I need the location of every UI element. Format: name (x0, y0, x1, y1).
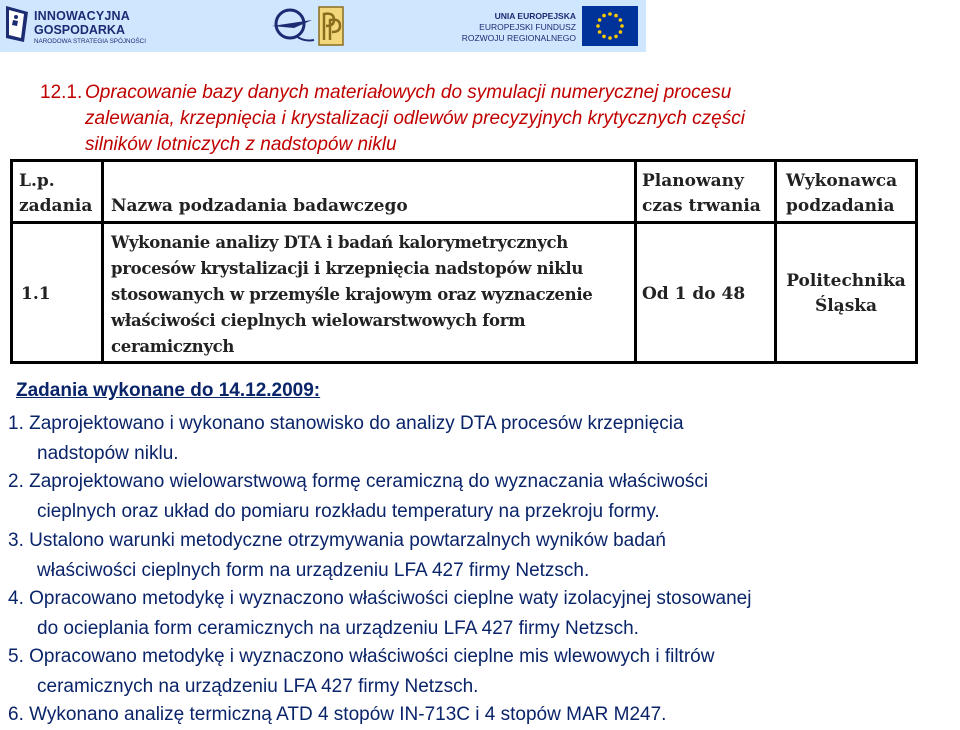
row-exec (786, 269, 906, 319)
flag-logo-icon (4, 4, 30, 44)
eu-fund-label (456, 11, 576, 44)
list-item-line: nadstopów niklu. (37, 442, 179, 464)
title-line-2: zalewania, krzepnięcia i krystalizacji odlewów precyzyjnych krytycznych części (85, 108, 745, 129)
table-divider (13, 221, 915, 224)
row-name-line: ceramicznych (111, 337, 235, 356)
eu-line-2: EUROPEJSKI FUNDUSZ (479, 22, 576, 32)
eu-line-1: UNIA EUROPEJSKA (494, 11, 576, 21)
header-time (642, 169, 761, 219)
list-item-line: do ocieplania form ceramicznych na urządzeniu LFA 427 firmy Netzsch. (37, 617, 639, 639)
row-name (111, 230, 593, 360)
header-lp-line: zadania (19, 196, 93, 216)
header-exec (786, 169, 897, 219)
header-exec-line: podzadania (786, 196, 895, 216)
list-item-line: 3. Ustalono warunki metodyczne otrzymywania powtarzalnych wyników badań (8, 530, 666, 551)
header-lp (19, 169, 92, 219)
list-item-line: 6. Wykonano analizę termiczną ATD 4 stopów IN-713C i 4 stopów MAR M247. (8, 704, 667, 725)
row-lp: 1.1 (21, 284, 51, 304)
list-item-line: właściwości cieplnych form na urządzeniu LFA 427 firmy Netzsch. (37, 559, 590, 581)
list-item (8, 409, 684, 468)
list-item (8, 467, 708, 526)
list-item-line: ceramicznych na urządzeniu LFA 427 firmy Netzsch. (37, 675, 479, 697)
list-item (8, 526, 666, 585)
row-name-line: procesów krystalizacji i krzepnięcia nadstopów niklu (111, 259, 584, 278)
header-time-line: czas trwania (642, 196, 761, 216)
title-line-1: Opracowanie bazy danych materiałowych do symulacji numerycznej procesu (85, 82, 732, 103)
logo-line-2: GOSPODARKA (34, 23, 125, 37)
title-number: 12.1. (40, 82, 83, 103)
row-exec-line: Politechnika (786, 271, 906, 291)
list-item-line: cieplnych oraz układ do pomiaru rozkładu temperatury na przekroju formy. (37, 500, 660, 522)
list-item (8, 584, 751, 643)
list-item-line: 1. Zaprojektowano i wykonano stanowisko do analizy DTA procesów krzepnięcia (8, 413, 684, 434)
logo-line-3: NARODOWA STRATEGIA SPÓJNOŚCI (34, 38, 146, 45)
title-line-3: silników lotniczych z nadstopów niklu (85, 134, 397, 155)
header-name-line: Nazwa podzadania badawczego (111, 196, 408, 216)
row-name-line: stosowanych w przemyśle krajowym oraz wyznaczenie (111, 285, 593, 304)
list-item-line: 4. Opracowano metodykę i wyznaczono właściwości cieplne waty izolacyjnej stosowanej (8, 588, 752, 609)
subtask-table (10, 159, 918, 364)
eu-flag-icon (582, 6, 638, 46)
eu-line-3: ROZWOJU REGIONALNEGO (461, 33, 576, 43)
list-item-line: 2. Zaprojektowano wielowarstwową formę ceramiczną do wyznaczania właściwości (8, 471, 709, 492)
row-name-line: Wykonanie analizy DTA i badań kalorymetrycznych (111, 233, 568, 252)
list-item (8, 642, 714, 701)
row-time: Od 1 do 48 (642, 284, 746, 304)
university-crest-icon (318, 6, 344, 46)
tasks-heading: Zadania wykonane do 14.12.2009: (16, 380, 321, 401)
header-time-line: Planowany (642, 171, 744, 191)
table-divider (774, 162, 777, 361)
page-title (40, 80, 940, 158)
table-divider (101, 162, 104, 361)
row-name-line: właściwości cieplnych wielowarstwowych form (111, 311, 526, 330)
row-exec-line: Śląska (814, 296, 878, 316)
header-name (111, 194, 408, 219)
table-divider (634, 162, 637, 361)
header-lp-line: L.p. (19, 171, 55, 191)
header-banner (0, 0, 646, 52)
list-item (8, 700, 666, 730)
list-item-line: 5. Opracowano metodykę i wyznaczono właściwości cieplne mis wlewowych i filtrów (8, 646, 715, 667)
header-exec-line: Wykonawca (786, 171, 898, 191)
logo-line-1: INNOWACYJNA (34, 9, 130, 23)
innovative-economy-logo (4, 4, 154, 46)
aviation-valley-logo-icon (268, 6, 318, 46)
